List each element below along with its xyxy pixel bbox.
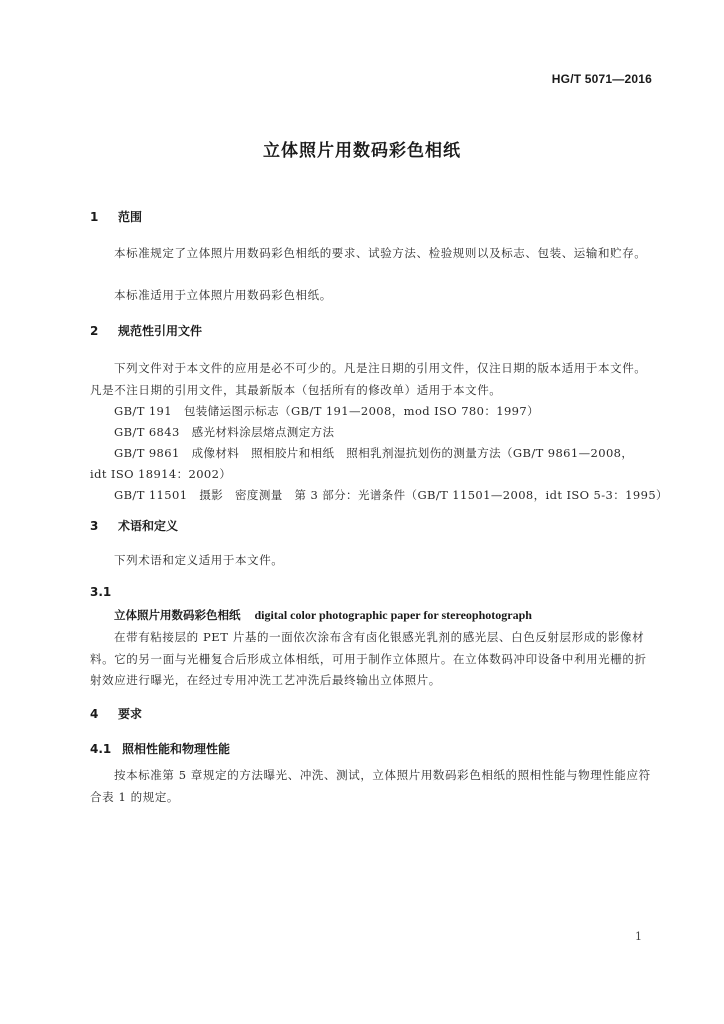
section-title: 术语和定义 xyxy=(118,519,179,533)
section-2-paragraph-1: 下列文件对于本文件的应用是必不可少的。凡是注日期的引用文件，仅注日期的版本适用于本文件。凡是不注日期的引用文件，其最新版本（包括所有的修改单）适用于本文件。 xyxy=(90,361,647,397)
section-1-paragraph-2: 本标准适用于立体照片用数码彩色相纸。 xyxy=(114,288,332,302)
term-3-1-number: 3.1 xyxy=(90,585,112,599)
section-2-heading xyxy=(90,322,202,339)
section-number: 2 xyxy=(90,324,99,338)
section-1-heading xyxy=(90,208,142,225)
section-4-1-paragraph-1: 按本标准第 5 章规定的方法曝光、冲洗、测试，立体照片用数码彩色相纸的照相性能与物理性能应符合表 1 的规定。 xyxy=(90,768,651,804)
document-title: 立体照片用数码彩色相纸 xyxy=(263,141,461,161)
section-4-1-heading xyxy=(90,740,230,757)
term-chinese: 立体照片用数码彩色相纸 xyxy=(114,608,241,622)
section-number: 3 xyxy=(90,519,99,533)
section-number: 1 xyxy=(90,210,99,224)
section-number: 4 xyxy=(90,707,99,721)
term-english: digital color photographic paper for stereophotograph xyxy=(254,608,532,622)
section-1-paragraph-1: 本标准规定了立体照片用数码彩色相纸的要求、试验方法、检验规则以及标志、包装、运输和贮存。 xyxy=(114,246,647,260)
section-title: 照相性能和物理性能 xyxy=(122,742,231,756)
reference-item: GB/T 191 包装储运图示标志（GB/T 191—2008，mod ISO 780：1997） xyxy=(114,404,540,418)
section-title: 要求 xyxy=(118,707,143,721)
page-number: 1 xyxy=(635,930,642,943)
section-3-heading xyxy=(90,517,178,534)
section-title: 范围 xyxy=(118,210,143,224)
reference-item: GB/T 9861 成像材料 照相胶片和相纸 照相乳剂湿抗划伤的测量方法（GB/T 9861—2008， xyxy=(114,446,634,460)
section-title: 规范性引用文件 xyxy=(118,324,203,338)
reference-item-continuation: idt ISO 18914：2002） xyxy=(90,467,232,481)
reference-item: GB/T 11501 摄影 密度测量 第 3 部分：光谱条件（GB/T 11501—2008，idt ISO 5-3：1995） xyxy=(114,488,668,502)
section-4-heading xyxy=(90,705,142,722)
reference-item: GB/T 6843 感光材料涂层熔点测定方法 xyxy=(114,425,335,439)
section-number: 4.1 xyxy=(90,742,112,756)
term-3-1-definition: 在带有粘接层的 PET 片基的一面依次涂布含有卤化银感光乳剂的感光层、白色反射层形成的影像材料。它的另一面与光栅复合后形成立体相纸，可用于制作立体照片。在立体数码冲印设备中利用光栅的折射效应进行曝光，在经过专用冲洗工艺冲洗后最终输出立体照片。 xyxy=(90,630,647,687)
section-3-paragraph-1: 下列术语和定义适用于本文件。 xyxy=(114,553,284,567)
term-3-1-title xyxy=(114,607,532,623)
standard-code: HG/T 5071—2016 xyxy=(551,72,652,86)
